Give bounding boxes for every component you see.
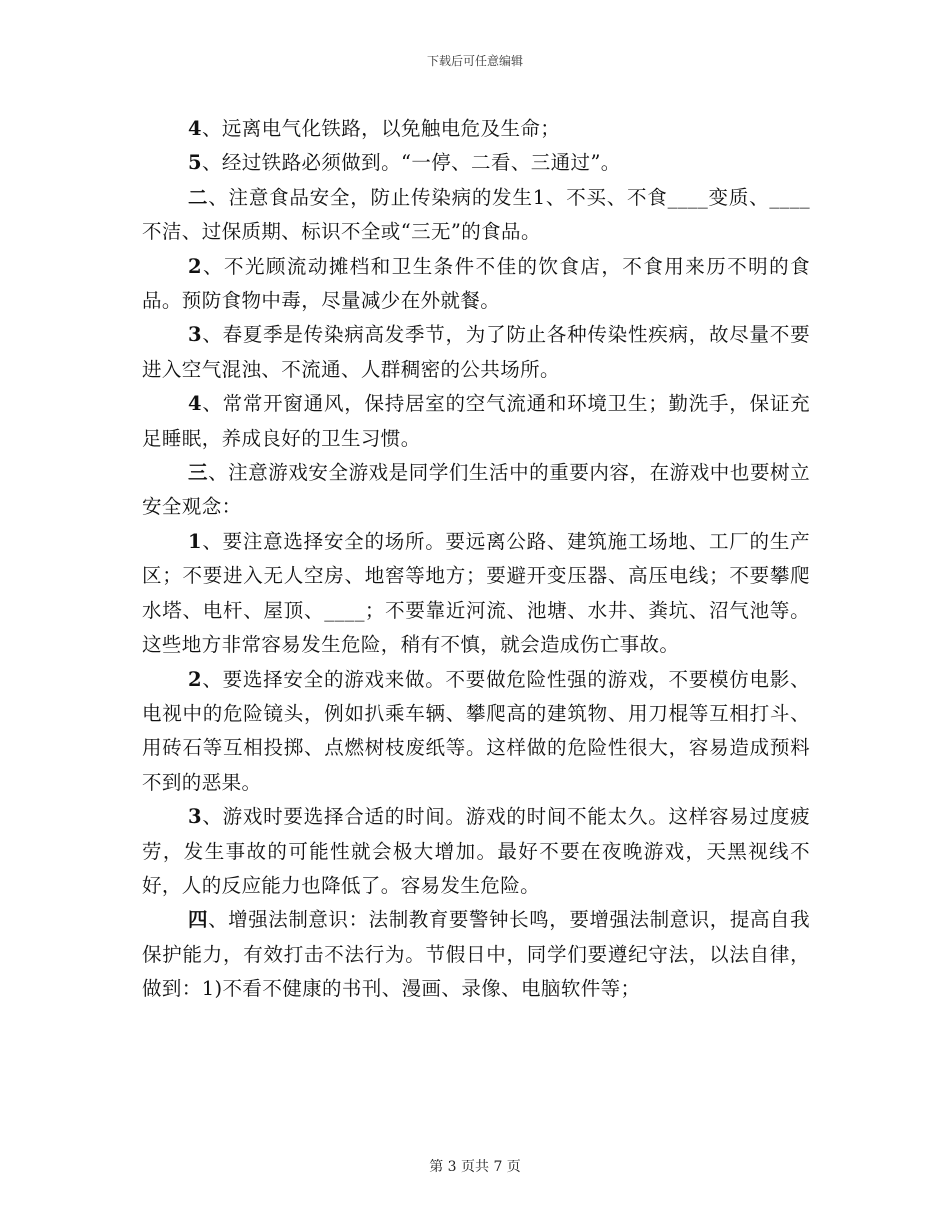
- paragraph-item-5-railway: [142, 146, 810, 180]
- section-heading-food-safety: [142, 181, 810, 250]
- paragraph-lead: 2: [188, 254, 202, 278]
- paragraph-text: 、要注意选择安全的场所。要远离公路、建筑施工场地、工厂的生产区；不要进入无人空房、地窖等地方；要避开变压器、高压电线；不要攀爬水塔、电杆、屋顶、____；不要靠近河流、池塘、水井、粪坑、沼气池等。这些地方非常容易发生危险，稍有不慎，就会造成伤亡事故。: [142, 529, 810, 657]
- paragraph-lead: 2: [188, 667, 202, 691]
- paragraph-lead: 4: [188, 117, 202, 140]
- paragraph-lead: 5: [188, 151, 202, 175]
- paragraph-lead: 1: [188, 529, 202, 553]
- section-heading-legal-awareness: [142, 903, 810, 1006]
- paragraph-item-1-game: [142, 525, 810, 663]
- paragraph-lead: 四: [188, 908, 209, 932]
- paragraph-item-2-game: [142, 663, 810, 801]
- paragraph-text: 、常常开窗通风，保持居室的空气流通和环境卫生；勤洗手，保证充足睡眠，养成良好的卫生习惯。: [142, 392, 810, 450]
- page-header: 下载后可任意编辑: [426, 54, 523, 68]
- paragraph-lead: 4: [188, 392, 202, 416]
- paragraph-text: 、要选择安全的游戏来做。不要做危险性强的游戏，不要模仿电影、电视中的危险镜头，例如扒乘车辆、攀爬高的建筑物、用刀棍等互相打斗、用砖石等互相投掷、点燃树枝废纸等。这样做的危险性很大，容易造成预料不到的恶果。: [142, 667, 810, 794]
- paragraph-item-2-food: [142, 250, 810, 319]
- paragraph-lead: 二: [188, 185, 209, 209]
- paragraph-item-3-game: [142, 800, 810, 903]
- paragraph-text: 、注意游戏安全游戏是同学们生活中的重要内容，在游戏中也要树立安全观念：: [142, 461, 810, 519]
- paragraph-item-4-food: [142, 387, 810, 456]
- section-heading-game-safety: [142, 456, 810, 525]
- document-body: [142, 112, 810, 1007]
- paragraph-lead: 3: [188, 323, 202, 347]
- paragraph-text: 、不光顾流动摊档和卫生条件不佳的饮食店，不食用来历不明的食品。预防食物中毒，尽量减少在外就餐。: [142, 254, 810, 313]
- paragraph-text: 、远离电气化铁路，以免触电危及生命；: [201, 117, 561, 140]
- paragraph-text: 、增强法制意识：法制教育要警钟长鸣，要增强法制意识，提高自我保护能力，有效打击不法行为。节假日中，同学们要遵纪守法，以法自律，做到：1)不看不健康的书刊、漫画、录像、电脑软件等；: [142, 908, 810, 1001]
- paragraph-item-4-railway: [142, 112, 810, 146]
- paragraph-item-3-food: [142, 318, 810, 387]
- paragraph-text: 、经过铁路必须做到。“一停、二看、三通过”。: [201, 151, 621, 175]
- paragraph-lead: 三: [188, 461, 209, 485]
- paragraph-text: 、注意食品安全，防止传染病的发生1、不买、不食____变质、____不洁、过保质期、标识不全或“三无”的食品。: [142, 185, 810, 244]
- paragraph-text: 、春夏季是传染病高发季节，为了防止各种传染性疾病，故尽量不要进入空气混浊、不流通、人群稠密的公共场所。: [142, 323, 810, 381]
- page-number-footer: 第 3 页共 7 页: [429, 1159, 521, 1175]
- paragraph-lead: 3: [188, 805, 202, 829]
- paragraph-text: 、游戏时要选择合适的时间。游戏的时间不能太久。这样容易过度疲劳，发生事故的可能性就会极大增加。最好不要在夜晚游戏，天黑视线不好，人的反应能力也降低了。容易发生危险。: [142, 805, 810, 897]
